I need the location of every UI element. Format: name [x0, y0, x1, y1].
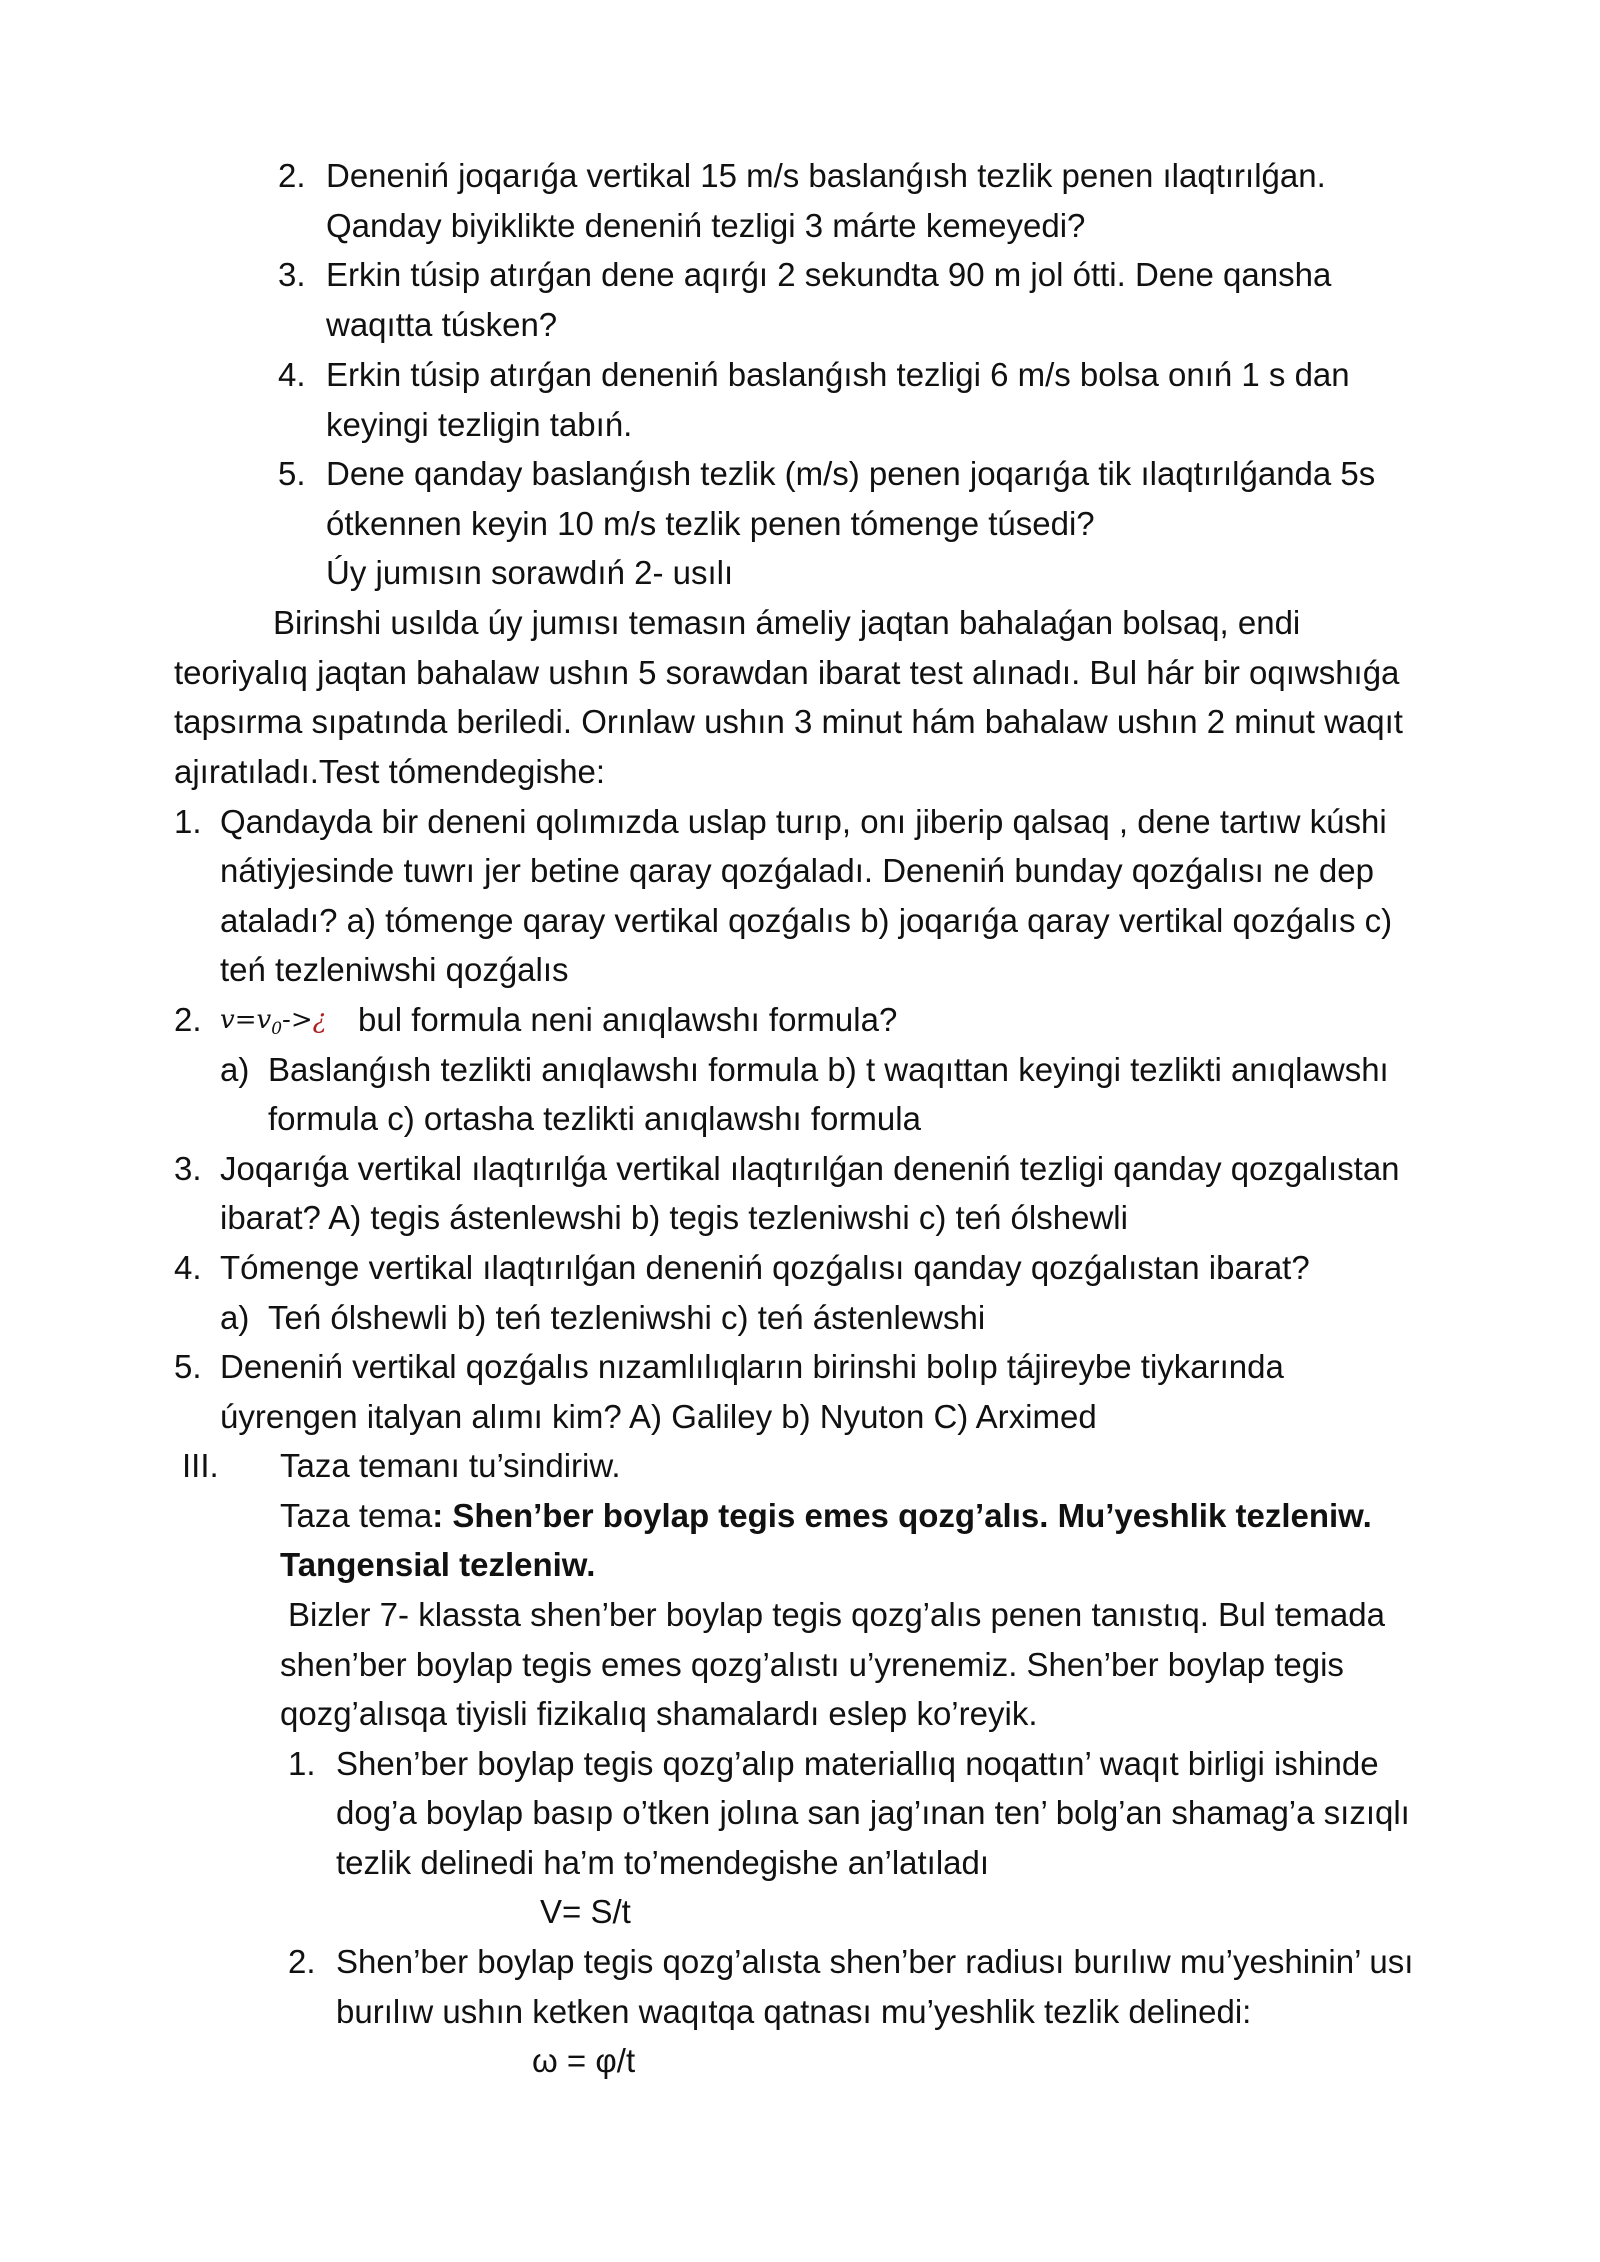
- problem-text-line: ótkennen keyin 10 m/s tezlik penen tómenge túsedi?: [326, 505, 1095, 542]
- topic-colon: :: [432, 1497, 444, 1534]
- formula-part: =: [234, 1005, 257, 1035]
- list-number: 1.: [174, 803, 202, 840]
- option-text-line: formula c) ortasha tezlikti anıqlawshı formula: [268, 1100, 921, 1137]
- topic-title: Shen’ber boylap tegis emes qozg’alıs. Mu’yeshlik tezleniw.: [452, 1497, 1372, 1534]
- question-text-line: bul formula neni anıqlawshı formula?: [358, 1001, 898, 1038]
- list-number: 2.: [174, 1001, 202, 1038]
- topic-line: [280, 1491, 1372, 1541]
- definition-text-line: Shen’ber boylap tegis qozg’alısta shen’ber radiusı burılıw mu’yeshinin’ usı: [336, 1943, 1414, 1980]
- question-text-line: ibarat? A) tegis ástenlewshi b) tegis tezleniwshi c) teń ólshewli: [220, 1199, 1128, 1236]
- problem-text-line: keyingi tezligin tabıń.: [326, 406, 633, 443]
- list-number: 4.: [278, 356, 306, 393]
- list-number: 2.: [288, 1943, 316, 1980]
- option-text-line: Teń ólshewli b) teń tezleniwshi c) teń ástenlewshi: [268, 1299, 986, 1336]
- topic-label: Taza tema: [280, 1497, 433, 1534]
- option-letter: a): [220, 1051, 250, 1088]
- list-number: 2.: [278, 157, 306, 194]
- paragraph-line: teoriyalıq jaqtan bahalaw ushın 5 sorawdan ibarat test alınadı. Bul hár bir oqıwshıǵa: [174, 654, 1400, 691]
- formula-subscript: 0: [271, 1019, 283, 1039]
- definition-text-line: dog’a boylap basıp o’tken jolına san jag’ınan ten’ bolg’an shamag’a sızıqlı: [336, 1794, 1410, 1831]
- topic-title-continued: Tangensial tezleniw.: [280, 1546, 596, 1583]
- option-text-line: Baslanǵısh tezlikti anıqlawshı formula b) t waqıttan keyingi tezlikti anıqlawshı: [268, 1051, 1389, 1088]
- angular-speed-formula: ω = φ/t: [532, 2042, 636, 2079]
- option-letter: a): [220, 1299, 250, 1336]
- question-text-line: teń tezleniwshi qozǵalıs: [220, 951, 569, 988]
- problem-text-line: Qanday biyiklikte deneniń tezligi 3 márte kemeyedi?: [326, 207, 1086, 244]
- formula-part: v: [256, 1005, 272, 1035]
- formula-glyph: ¿: [312, 1005, 327, 1035]
- question-text-line: Joqarıǵa vertikal ılaqtırılǵa vertikal ılaqtırılǵan deneniń tezligi qanday qozgalıstan: [220, 1150, 1400, 1187]
- paragraph-line: Birinshi usılda úy jumısı temasın ámeliy jaqtan bahalaǵan bolsaq, endi: [273, 604, 1301, 641]
- problem-text-line: Deneniń joqarıǵa vertikal 15 m/s baslanǵısh tezlik penen ılaqtırılǵan.: [326, 157, 1326, 194]
- section-numeral: III.: [182, 1447, 219, 1484]
- section-title: Taza temanı tu’sindiriw.: [280, 1447, 621, 1484]
- definition-text-line: burılıw ushın ketken waqıtqa qatnası mu’yeshlik tezlik delinedi:: [336, 1993, 1252, 2030]
- problem-text-line: waqıtta túsken?: [326, 306, 558, 343]
- question-text-line: Tómenge vertikal ılaqtırılǵan deneniń qozǵalısı qanday qozǵalıstan ibarat?: [220, 1249, 1310, 1286]
- question-text-line: Deneniń vertikal qozǵalıs nızamlılıqların birinshi bolıp tájireybe tiykarında: [220, 1348, 1284, 1385]
- method-heading: Úy jumısın sorawdıń 2- usılı: [326, 554, 734, 591]
- question-text-line: nátiyjesinde tuwrı jer betine qaray qozǵaladı. Deneniń bunday qozǵalısı ne dep: [220, 852, 1374, 889]
- problem-text-line: Dene qanday baslanǵısh tezlik (m/s) penen joqarıǵa tik ılaqtırılǵanda 5s: [326, 455, 1376, 492]
- definition-text-line: tezlik delinedi ha’m to’mendegishe an’latıladı: [336, 1844, 990, 1881]
- paragraph-line: ajıratıladı.Test tómendegishe:: [174, 753, 606, 790]
- list-number: 4.: [174, 1249, 202, 1286]
- question-text-line: ataladı? a) tómenge qaray vertikal qozǵalıs b) joqarıǵa qaray vertikal qozǵalıs c): [220, 902, 1393, 939]
- formula-part: v: [220, 1005, 235, 1035]
- list-number: 5.: [278, 455, 306, 492]
- question-text-line: Qandayda bir deneni qolımızda uslap turıp, onı jiberip qalsaq , dene tartıw kúshi: [220, 803, 1387, 840]
- list-number: 5.: [174, 1348, 202, 1385]
- list-number: 1.: [288, 1745, 316, 1782]
- paragraph-line: qozg’alısqa tiyisli fizikalıq shamalardı eslep ko’reyik.: [280, 1695, 1038, 1732]
- paragraph-line: shen’ber boylap tegis emes qozg’alıstı u’yrenemiz. Shen’ber boylap tegis: [280, 1646, 1344, 1683]
- linear-speed-formula: V= S/t: [540, 1893, 631, 1930]
- list-number: 3.: [174, 1150, 202, 1187]
- problem-text-line: Erkin túsip atırǵan dene aqırǵı 2 sekundta 90 m jol ótti. Dene qansha: [326, 256, 1332, 293]
- paragraph-line: tapsırma sıpatında beriledi. Orınlaw ushın 3 minut hám bahalaw ushın 2 minut waqıt: [174, 703, 1403, 740]
- problem-text-line: Erkin túsip atırǵan deneniń baslanǵısh tezligi 6 m/s bolsa onıń 1 s dan: [326, 356, 1350, 393]
- question-text-line: úyrengen italyan alımı kim? A) Galiley b) Nyuton C) Arximed: [220, 1398, 1097, 1435]
- formula-part: ->: [282, 1005, 313, 1035]
- paragraph-line: Bizler 7- klassta shen’ber boylap tegis qozg’alıs penen tanıstıq. Bul temada: [288, 1596, 1385, 1633]
- definition-text-line: Shen’ber boylap tegis qozg’alıp materiallıq noqattın’ waqıt birligi ishinde: [336, 1745, 1379, 1782]
- list-number: 3.: [278, 256, 306, 293]
